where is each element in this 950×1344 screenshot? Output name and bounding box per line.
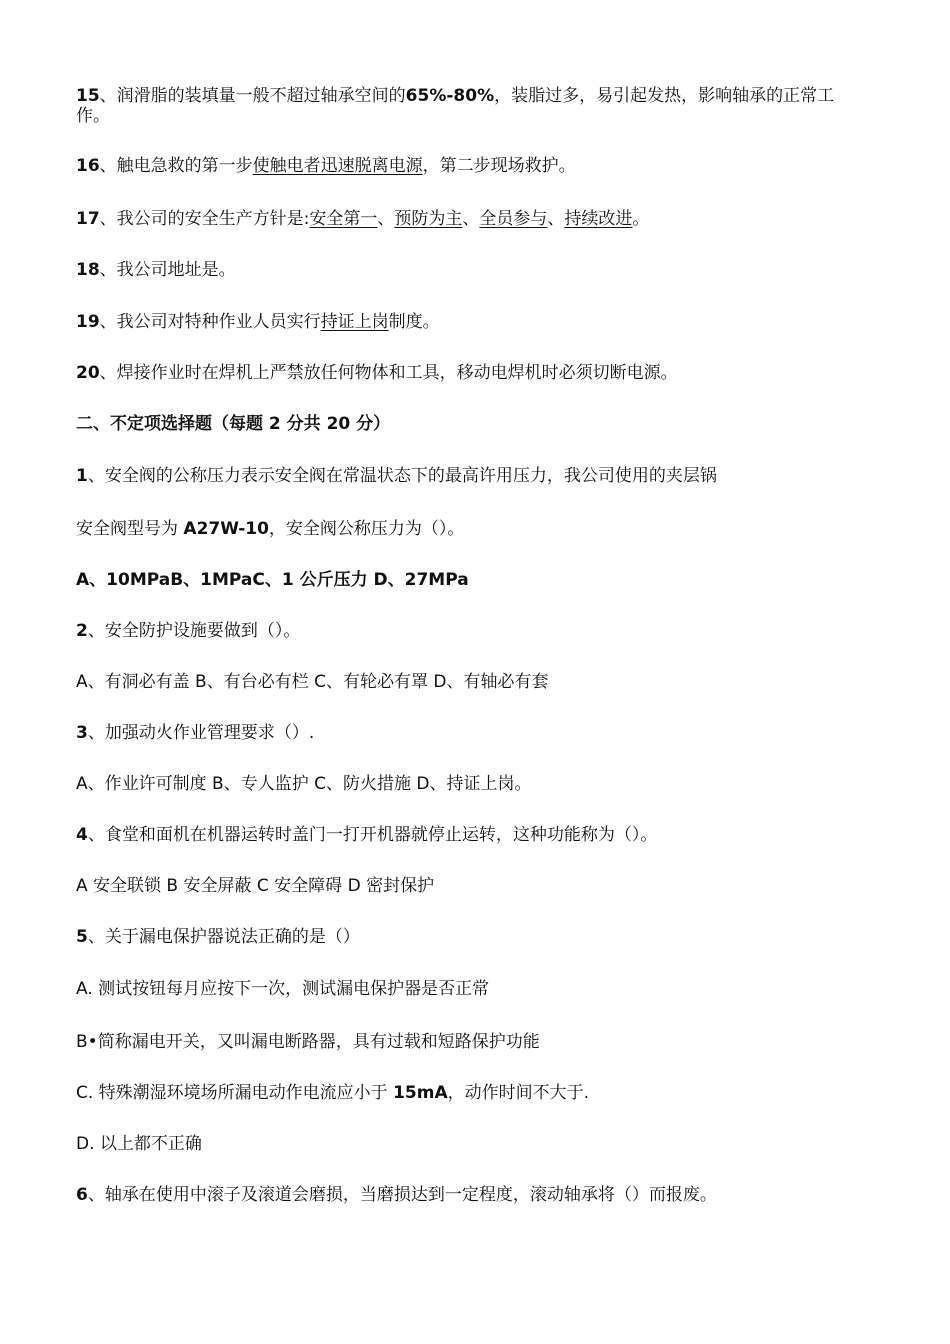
question-text: 、关于漏电保护器说法正确的是（）	[87, 927, 360, 947]
question-text: 、我公司对特种作业人员实行	[99, 312, 321, 332]
question-text: ，第二步现场救护。	[422, 156, 576, 176]
section-heading: 二、不定项选择题（每题 2 分共 20 分）	[76, 414, 391, 434]
question-text: 、润滑脂的装填量一般不超过轴承空间的	[99, 86, 406, 106]
percentage-range: 65%-80%	[405, 86, 495, 106]
mc-option-a: A. 测试按钮每月应按下一次，测试漏电保护器是否正常	[76, 979, 490, 999]
mc-question-3	[76, 723, 854, 743]
question-20	[76, 363, 854, 383]
question-text: 、食堂和面机在机器运转时盖门一打开机器就停止运转，这种功能称为（）。	[87, 825, 658, 845]
mc-option-b: B•简称漏电开关，又叫漏电断路器，具有过载和短路保护功能	[76, 1032, 540, 1052]
question-number: 6	[76, 1185, 88, 1205]
question-16	[76, 156, 854, 176]
question-number: 19	[76, 312, 100, 332]
question-text: 、我公司的安全生产方针是:	[99, 209, 310, 229]
question-text: 、加强动火作业管理要求（）.	[87, 723, 315, 743]
question-number: 20	[76, 363, 100, 383]
question-text: 、我公司地址是。	[99, 260, 236, 280]
current-value: 15mA	[393, 1083, 448, 1103]
mc-option-d: D. 以上都不正确	[76, 1134, 202, 1154]
question-number: 3	[76, 723, 88, 743]
separator: 、	[377, 209, 395, 229]
question-18	[76, 260, 854, 280]
question-text: 制度。	[388, 312, 440, 332]
separator: 、	[462, 209, 480, 229]
option-text: ，动作时间不大于.	[447, 1083, 590, 1103]
question-number: 1	[76, 466, 88, 486]
mc-options-4: A 安全联锁 B 安全屏蔽 C 安全障碍 D 密封保护	[76, 876, 435, 896]
mc-question-1	[76, 466, 854, 486]
option-text: C. 特殊潮湿环境场所漏电动作电流应小于	[76, 1083, 394, 1103]
mc-question-5	[76, 927, 854, 947]
mc-question-4	[76, 825, 854, 845]
question-text: ，装脂过多，易引起发热，影响轴承的正常工	[494, 86, 835, 106]
underlined-answer: 预防为主	[394, 209, 463, 229]
separator: 、	[547, 209, 565, 229]
mc-options-1: A、10MPaB、1MPaC、1 公斤压力 D、27MPa	[76, 570, 469, 590]
mc-question-1-continued	[76, 519, 854, 539]
question-text: 安全阀型号为	[76, 519, 184, 539]
underlined-answer: 持证上岗	[320, 312, 389, 332]
question-text: 、轴承在使用中滚子及滚道会磨损，当磨损达到一定程度，滚动轴承将（）而报废。	[87, 1185, 717, 1205]
question-number: 18	[76, 260, 100, 280]
question-text: 作。	[76, 106, 110, 126]
question-text: 、触电急救的第一步	[99, 156, 253, 176]
question-15-continued	[76, 106, 854, 126]
underlined-answer: 持续改进	[564, 209, 633, 229]
question-number: 17	[76, 209, 100, 229]
question-text: 。	[632, 209, 650, 229]
question-text: 、安全防护设施要做到（）。	[87, 621, 301, 641]
mc-question-2	[76, 621, 854, 641]
mc-options-3: A、作业许可制度 B、专人监护 C、防火措施 D、持证上岗。	[76, 774, 532, 794]
question-19	[76, 312, 854, 332]
question-text: 、焊接作业时在焊机上严禁放任何物体和工具，移动电焊机时必须切断电源。	[99, 363, 678, 383]
mc-question-6	[76, 1185, 854, 1205]
question-number: 4	[76, 825, 88, 845]
valve-model: A27W-10	[183, 519, 269, 539]
question-number: 5	[76, 927, 88, 947]
question-15	[76, 86, 854, 106]
question-17	[76, 209, 854, 229]
underlined-answer: 安全第一	[309, 209, 378, 229]
question-text: ，安全阀公称压力为（）。	[268, 519, 465, 539]
question-number: 16	[76, 156, 100, 176]
question-text: 、安全阀的公称压力表示安全阀在常温状态下的最高许用压力，我公司使用的夹层锅	[87, 466, 717, 486]
underlined-answer: 全员参与	[479, 209, 548, 229]
question-number: 2	[76, 621, 88, 641]
question-number: 15	[76, 86, 100, 106]
underlined-answer: 使触电者迅速脱离电源	[252, 156, 423, 176]
mc-options-2: A、有洞必有盖 B、有台必有栏 C、有轮必有罩 D、有轴必有套	[76, 672, 549, 692]
mc-option-c	[76, 1083, 854, 1103]
